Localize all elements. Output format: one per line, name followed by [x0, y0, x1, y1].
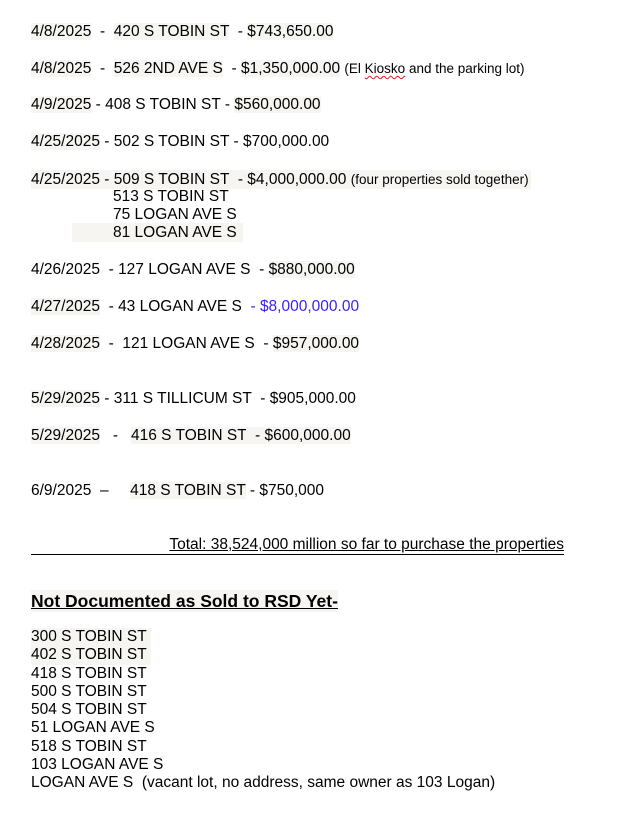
sale-address: 416 S TOBIN ST — [130, 427, 247, 444]
sale-date: 6/9/2025 — [31, 482, 92, 499]
sale-price: $905,000.00 — [269, 390, 356, 407]
sale-note: (four properties sold together) — [350, 172, 529, 187]
separator: - — [220, 96, 235, 113]
separator: - — [246, 427, 265, 444]
separator: - — [99, 298, 119, 315]
separator: - — [251, 390, 270, 407]
sale-entry — [31, 297, 359, 316]
separator: - — [99, 171, 114, 188]
misspelled-word[interactable]: Kiosko — [364, 61, 406, 76]
total-line — [31, 535, 564, 555]
sale-date: 4/8/2025 — [31, 60, 92, 77]
list-item: 103 LOGAN AVE S — [31, 756, 164, 774]
sale-price: $750,000 — [259, 482, 324, 499]
separator: - — [99, 261, 119, 278]
separator: - — [99, 133, 114, 150]
sale-price: $600,000.00 — [264, 427, 351, 444]
sale-entry — [31, 22, 333, 41]
sale-date: 4/8/2025 — [31, 23, 92, 40]
separator: - — [229, 23, 248, 40]
separator: – — [91, 482, 131, 499]
sale-price: $880,000.00 — [268, 261, 355, 278]
sale-date: 4/27/2025 — [31, 298, 100, 315]
sale-address: 509 S TOBIN ST — [113, 171, 230, 188]
sale-price: $1,350,000.00 — [240, 60, 341, 77]
sale-address: 127 LOGAN AVE S — [118, 261, 251, 278]
sale-price: $700,000.00 — [242, 133, 330, 150]
sale-address: 311 S TILLICUM ST — [113, 390, 252, 407]
grouped-address: 81 LOGAN AVE S — [72, 223, 243, 242]
separator: - — [229, 171, 248, 188]
separator: - — [222, 60, 241, 77]
grouped-address: 513 S TOBIN ST — [113, 188, 229, 205]
list-item: LOGAN AVE S (vacant lot, no address, same owner as 103 Logan) — [31, 774, 496, 792]
separator: - — [91, 96, 106, 113]
list-item: 300 S TOBIN ST — [31, 628, 151, 646]
separator: - — [254, 335, 273, 352]
list-item: 51 LOGAN AVE S — [31, 719, 155, 737]
section-heading: Not Documented as Sold to RSD Yet- — [31, 591, 338, 611]
note-text: and the parking lot) — [405, 61, 525, 76]
sale-date: 4/25/2025 — [31, 133, 100, 150]
separator: - — [250, 261, 269, 278]
note-text: (El — [344, 61, 365, 76]
sale-address: 408 S TOBIN ST — [105, 96, 221, 113]
separator: - — [99, 390, 114, 407]
sale-entry — [31, 334, 359, 353]
separator: - — [241, 298, 260, 315]
sale-date: 4/28/2025 — [31, 335, 100, 352]
sale-entry — [31, 59, 525, 78]
sale-entry — [31, 426, 351, 445]
sale-price: $957,000.00 — [272, 335, 360, 352]
separator: - — [99, 335, 123, 352]
sale-note — [344, 61, 524, 76]
sale-price: $743,650.00 — [247, 23, 334, 40]
sale-date: 5/29/2025 — [31, 427, 100, 444]
sale-address: 121 LOGAN AVE S — [122, 335, 255, 352]
list-item: 418 S TOBIN ST — [31, 664, 147, 682]
separator: - — [245, 482, 260, 499]
list-item: 518 S TOBIN ST — [31, 737, 147, 755]
sale-address: 420 S TOBIN ST — [113, 23, 230, 40]
separator: - — [99, 427, 131, 444]
sale-address: 526 2ND AVE S — [113, 60, 223, 77]
sale-date: 5/29/2025 — [31, 390, 100, 407]
not-documented-list — [31, 628, 495, 793]
list-item: 504 S TOBIN ST — [31, 701, 147, 719]
sale-entry — [31, 95, 321, 114]
sale-entry — [31, 170, 531, 189]
sale-address: 43 LOGAN AVE S — [118, 298, 242, 315]
separator: - — [229, 133, 243, 150]
sale-entry — [31, 132, 329, 151]
separator: - — [91, 23, 114, 40]
grouped-address: 75 LOGAN AVE S — [113, 206, 237, 223]
sale-entry — [31, 260, 355, 279]
sale-date: 4/9/2025 — [31, 96, 92, 113]
sale-address: 418 S TOBIN ST — [130, 482, 246, 499]
sale-price: $8,000,000.00 — [259, 298, 360, 315]
sale-entry — [31, 481, 324, 500]
sale-address: 502 S TOBIN ST — [113, 133, 230, 150]
total-text: Total: 38,524,000 million so far to purchase the properties — [169, 536, 564, 553]
sale-date: 4/25/2025 — [31, 171, 100, 188]
list-item: 500 S TOBIN ST — [31, 682, 147, 700]
list-item: 402 S TOBIN ST — [31, 646, 151, 664]
sale-entry — [31, 389, 356, 408]
sale-price: $4,000,000.00 — [247, 171, 347, 188]
sale-date: 4/26/2025 — [31, 261, 100, 278]
separator: - — [91, 60, 114, 77]
sale-price: $560,000.00 — [234, 96, 321, 113]
